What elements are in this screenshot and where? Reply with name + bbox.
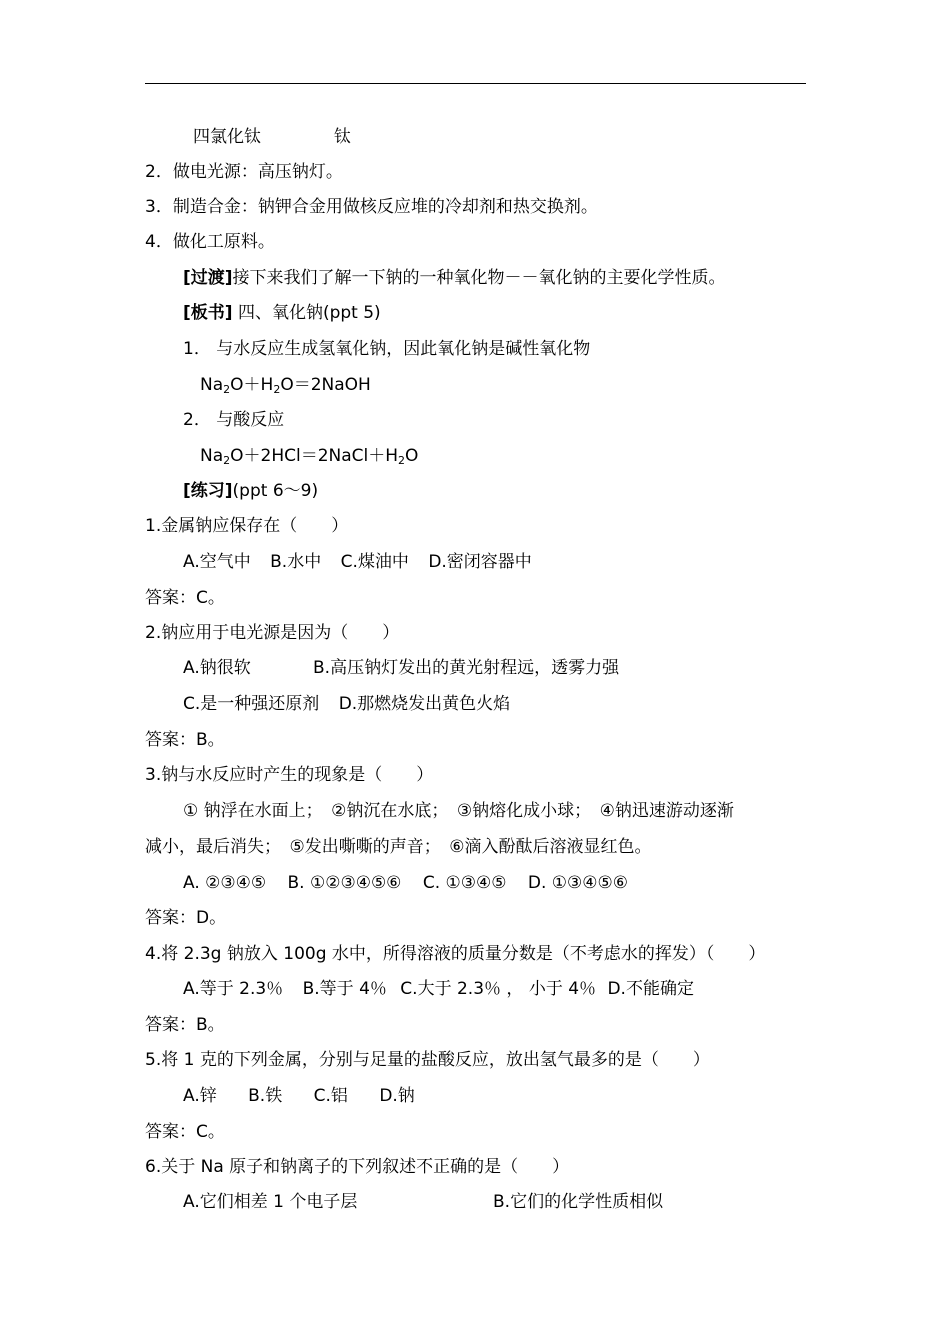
use-item-2: 2．做电光源：高压钠灯。 (145, 162, 343, 182)
answer-3: 答案：D。 (145, 908, 227, 928)
option-d: D.钠 (379, 1086, 415, 1106)
question-2: 2.钠应用于电光源是因为（ ） (145, 623, 400, 643)
practice-line (183, 480, 318, 502)
option-a: A.钠很软 (183, 658, 251, 678)
option-d: D.那燃烧发出黄色火焰 (338, 694, 511, 714)
board-tag: [板书] (183, 303, 233, 323)
option-a: A.空气中 (183, 552, 251, 572)
question-5-options (183, 1085, 415, 1107)
answer-4: 答案：B。 (145, 1015, 225, 1035)
reaction-labels (193, 126, 351, 148)
option-c: C.是一种强还原剂 (183, 694, 320, 714)
question-3: 3.钠与水反应时产生的现象是（ ） (145, 765, 434, 785)
answer-1: 答案：C。 (145, 588, 225, 608)
question-2-options-row1 (183, 657, 619, 679)
answer-2: 答案：B。 (145, 730, 225, 750)
option-a: A. ②③④⑤ (183, 873, 267, 893)
header-rule (145, 83, 806, 84)
question-3-desc-2: 减小，最后消失； ⑤发出嘶嘶的声音； ⑥滴入酚酞后溶液显红色。 (145, 837, 652, 857)
option-b: B. ①②③④⑤⑥ (287, 873, 402, 893)
property-1: 1． 与水反应生成氢氧化钠，因此氧化钠是碱性氧化物 (183, 339, 591, 359)
property-2: 2． 与酸反应 (183, 410, 285, 430)
option-c: C.大于 2.3％ ， 小于 4％ (400, 979, 597, 999)
option-d: D.不能确定 (607, 979, 694, 999)
question-1-options (183, 551, 532, 573)
question-5: 5.将 1 克的下列金属，分别与足量的盐酸反应，放出氢气最多的是（ ） (145, 1050, 710, 1070)
option-b: B.高压钠灯发出的黄光射程远，透雾力强 (313, 658, 620, 678)
option-b: B.铁 (248, 1086, 283, 1106)
question-6: 6.关于 Na 原子和钠离子的下列叙述不正确的是（ ） (145, 1157, 570, 1177)
transition-tag: [过渡] (183, 268, 233, 288)
question-1: 1.金属钠应保存在（ ） (145, 516, 349, 536)
use-item-4: 4．做化工原料。 (145, 232, 275, 252)
option-a: A.等于 2.3％ (183, 979, 284, 999)
board-text: 四、氧化钠(ppt 5) (232, 303, 381, 323)
option-b: B.水中 (270, 552, 322, 572)
question-4: 4.将 2.3g 钠放入 100g 水中，所得溶液的质量分数是（不考虑水的挥发）（ ） (145, 944, 766, 964)
use-item-3: 3．制造合金：钠钾合金用做核反应堆的冷却剂和热交换剂。 (145, 197, 598, 217)
question-3-desc-1: ① 钠浮在水面上； ②钠沉在水底； ③钠熔化成小球； ④钠迅速游动逐渐 (183, 801, 734, 821)
option-d: D. ①③④⑤⑥ (527, 873, 628, 893)
option-b: B.它们的化学性质相似 (493, 1192, 664, 1212)
option-a: A.它们相差 1 个电子层 (183, 1192, 358, 1212)
equation-2: $Na_2O+2HCl=2NaCl+H_2O$ (200, 446, 419, 467)
option-d: D.密闭容器中 (428, 552, 532, 572)
practice-tag: [练习] (183, 481, 233, 501)
option-c: C.铝 (313, 1086, 348, 1106)
board-line (183, 302, 381, 324)
transition-text: 接下来我们了解一下钠的一种氧化物－－氧化钠的主要化学性质。 (232, 268, 726, 288)
option-c: C.煤油中 (340, 552, 409, 572)
answer-5: 答案：C。 (145, 1122, 225, 1142)
question-3-options (183, 872, 628, 894)
option-c: C. ①③④⑤ (422, 873, 507, 893)
option-a: A.锌 (183, 1086, 217, 1106)
reactant-label: 四氯化钛 (193, 127, 261, 147)
option-b: B.等于 4％ (302, 979, 387, 999)
question-4-options (183, 978, 694, 1000)
equation-1: $Na_2O+H_2O=2NaOH$ (200, 375, 371, 396)
question-6-options (183, 1191, 663, 1213)
question-2-options-row2 (183, 693, 510, 715)
practice-text: (ppt 6～9) (232, 481, 319, 501)
transition-line (183, 267, 726, 289)
product-label: 钛 (333, 127, 351, 147)
